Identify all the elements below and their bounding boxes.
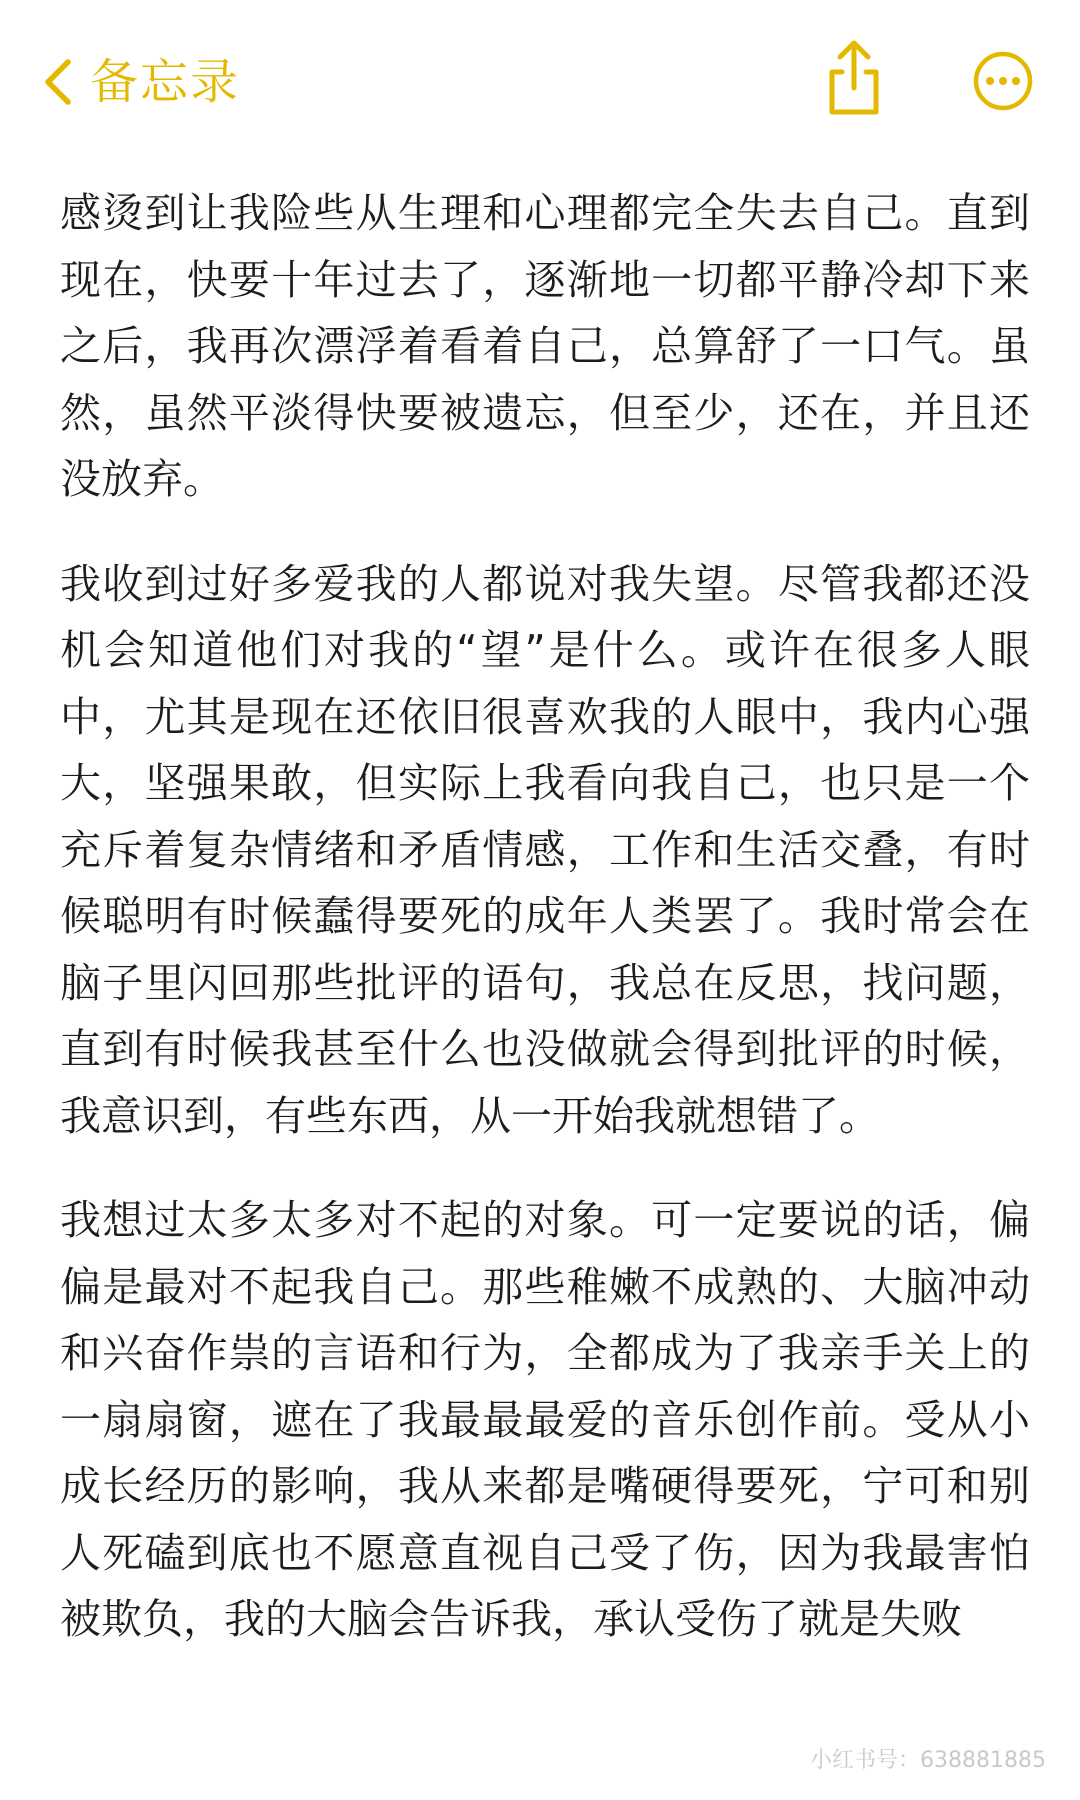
note-paragraph: 我想过太多太多对不起的对象。可一定要说的话，偏偏是最对不起我自己。那些稚嫩不成熟的、大脑冲动和兴奋作祟的言语和行为，全都成为了我亲手关上的一扇扇窗，遮在了我最最最爱的音乐创作前。受从小成长经历的影响，我从来都是嘴硬得要死，宁可和别人死磕到底也不愿意直视自己受了伤，因为我最害怕被欺负，我的大脑会告诉我，承认受伤了就是失败 [60,1196,1030,1643]
back-button[interactable] [44,50,240,114]
share-icon [822,38,886,118]
note-body[interactable] [60,180,1030,1691]
chevron-left-icon [44,58,72,106]
ellipsis-circle-icon [972,50,1034,112]
navigation-bar [0,0,1080,170]
watermark: 小红书号：638881885 [810,1748,1046,1773]
note-paragraph: 感烫到让我险些从生理和心理都完全失去自己。直到现在，快要十年过去了，逐渐地一切都平静冷却下来之后，我再次漂浮着看着自己，总算舒了一口气。虽然，虽然平淡得快要被遗忘，但至少，还在，并且还没放弃。 [60,189,1030,503]
more-button[interactable] [972,50,1034,112]
note-paragraph: 我收到过好多爱我的人都说对我失望。尽管我都还没机会知道他们对我的“望”是什么。或许在很多人眼中，尤其是现在还依旧很喜欢我的人眼中，我内心强大，坚强果敢，但实际上我看向我自己，也只是一个充斥着复杂情绪和矛盾情感，工作和生活交叠，有时候聪明有时候蠢得要死的成年人类罢了。我时常会在脑子里闪回那些批评的语句，我总在反思，找问题，直到有时候我甚至什么也没做就会得到批评的时候，我意识到，有些东西，从一开始我就想错了。 [60,559,1030,1140]
back-label: 备忘录 [90,54,241,110]
share-button[interactable] [822,38,886,118]
